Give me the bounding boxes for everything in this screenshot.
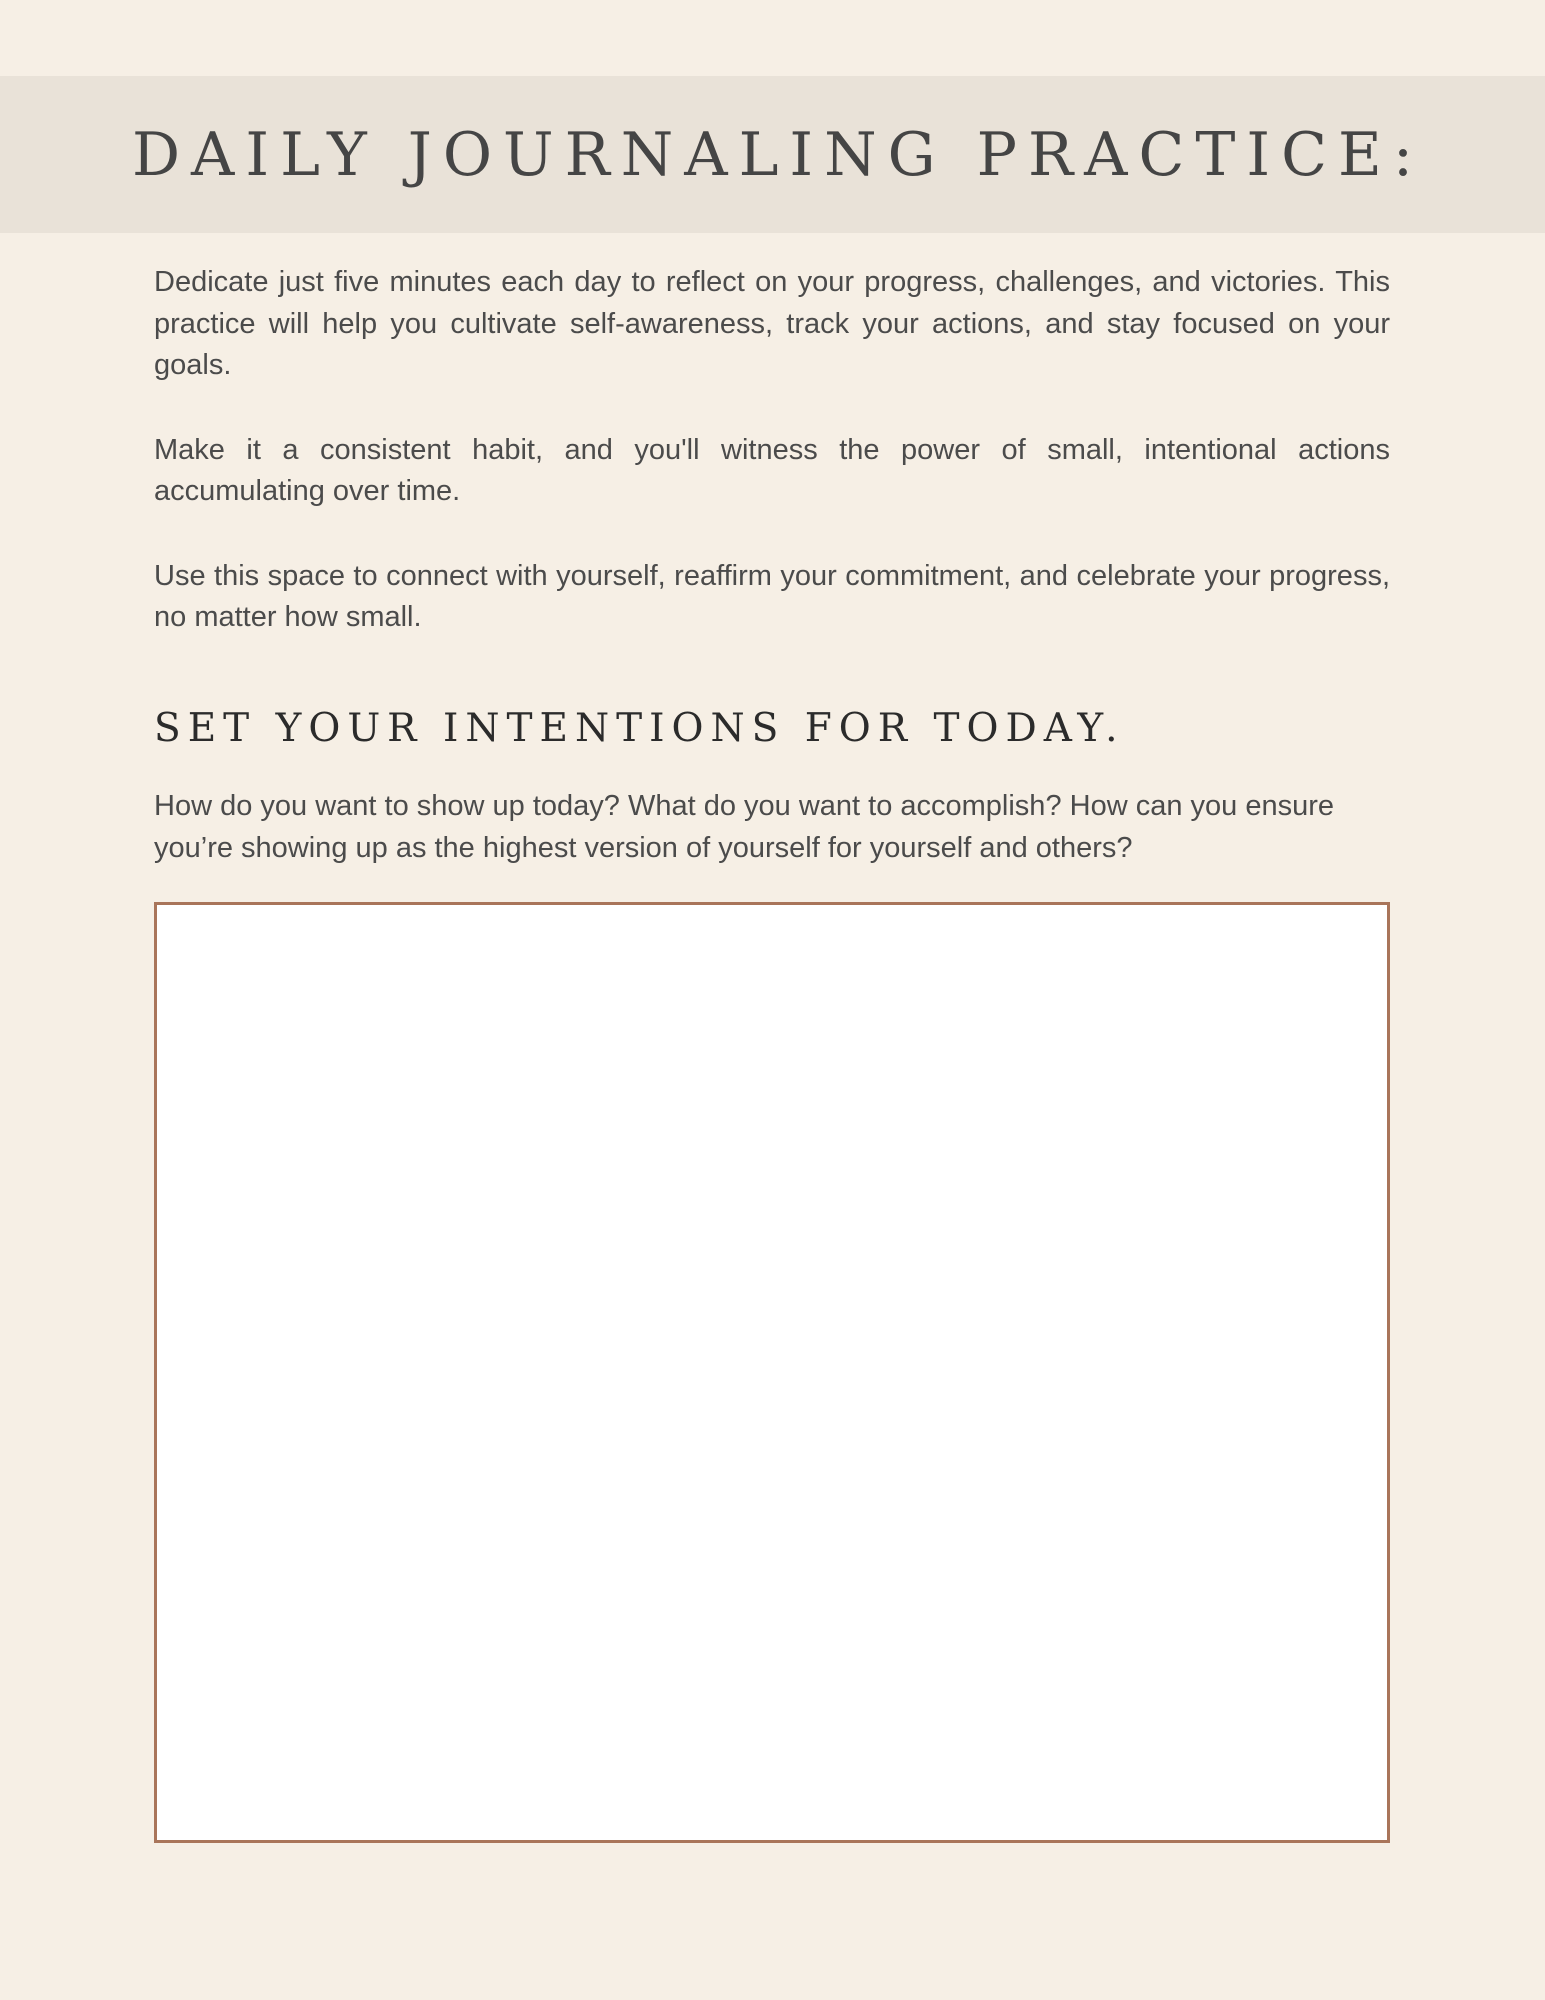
title-band xyxy=(0,76,1545,233)
intentions-entry-box[interactable] xyxy=(154,902,1390,1843)
intro-section xyxy=(154,262,1390,682)
intentions-prompt: How do you want to show up today? What do you want to accomplish? How can you ensure you’re showing up as the highest version of yourself for yourself and others? xyxy=(154,790,1334,864)
intro-paragraph: Dedicate just five minutes each day to reflect on your progress, challenges, and victories. This practice will help you cultivate self-awareness, track your actions, and stay focused on your goals. xyxy=(154,266,1390,381)
intro-paragraph: Use this space to connect with yourself, reaffirm your commitment, and celebrate your progress, no matter how small. xyxy=(154,559,1390,633)
intro-paragraph: Make it a consistent habit, and you'll witness the power of small, intentional actions accumulating over time. xyxy=(154,433,1390,507)
page-title: DAILY JOURNALING PRACTICE: xyxy=(131,119,1425,190)
section-title: SET YOUR INTENTIONS FOR TODAY. xyxy=(154,706,1125,751)
